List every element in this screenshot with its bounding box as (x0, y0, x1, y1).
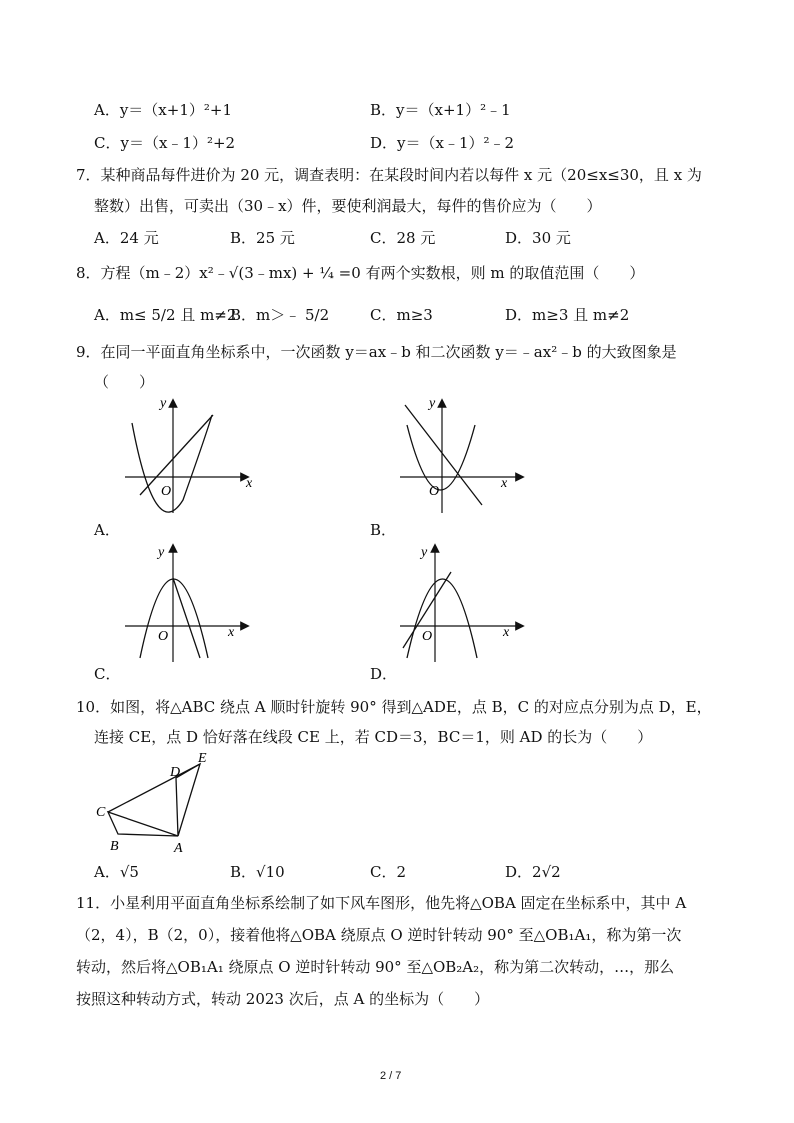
q7-option-c: C．28 元 (370, 229, 436, 247)
x-label: x (501, 476, 508, 491)
y-label: y (421, 545, 428, 560)
q7-stem-line1: 7．某种商品每件进价为 20 元，调查表明：在某段时间内若以每件 x 元（20≤x≤30，且 x 为 (76, 166, 702, 184)
point-a-label: A (174, 841, 183, 856)
q6-option-c: C．y＝（x﹣1）²+2 (94, 134, 236, 152)
y-label: y (160, 396, 167, 411)
q6-option-b: B．y＝（x+1）²﹣1 (370, 101, 511, 119)
line (140, 415, 213, 495)
q10-option-d: D．2√2 (505, 863, 561, 881)
y-label: y (429, 396, 436, 411)
q8-stem: 8．方程（m﹣2）x²﹣√(3﹣mx) + ¼ =0 有两个实数根，则 m 的取值范围（ ） (76, 264, 645, 282)
q7-option-d: D．30 元 (505, 229, 571, 247)
q9-graph-a (110, 395, 260, 515)
origin-label: O (158, 629, 169, 644)
q6-option-d: D．y＝（x﹣1）²﹣2 (370, 134, 515, 152)
origin-label: O (429, 484, 440, 499)
x-label: x (246, 476, 253, 491)
origin-label: O (161, 484, 172, 499)
q9-graph-b (385, 395, 535, 515)
q7-option-a: A．24 元 (94, 229, 159, 247)
q6-option-a: A．y＝（x+1）²+1 (94, 101, 233, 119)
q9-graph-d (385, 540, 535, 665)
q8-option-c: C．m≥3 (370, 306, 433, 324)
point-b-label: B (110, 839, 119, 854)
x-label: x (228, 625, 235, 640)
q11-stem-line4: 按照这种转动方式，转动 2023 次后，点 A 的坐标为（ ） (76, 990, 490, 1008)
page-number: 2 / 7 (380, 1070, 402, 1082)
q9-option-d: D． (370, 665, 398, 683)
q11-stem-line1: 11．小星利用平面直角坐标系绘制了如下风车图形，他先将△OBA 固定在坐标系中，其中 A (76, 894, 687, 912)
q8-option-a: A．m≤ 5/2 且 m≠2 (94, 306, 237, 324)
q9-option-c: C． (94, 665, 121, 683)
triangle-abc (108, 812, 178, 836)
x-label: x (503, 625, 510, 640)
parabola (140, 579, 208, 658)
q9-option-a: A． (94, 521, 120, 539)
parabola (407, 425, 475, 490)
q10-option-a: A．√5 (94, 863, 139, 881)
point-d-label: D (170, 765, 181, 780)
q10-stem-line1: 10．如图，将△ABC 绕点 A 顺时针旋转 90° 得到△ADE，点 B，C 的对应点分别为点 D，E， (76, 698, 712, 716)
q8-option-b: B．m＞﹣ 5/2 (230, 306, 330, 324)
parabola (407, 579, 477, 658)
q9-graph-c (110, 540, 260, 665)
origin-label: O (422, 629, 433, 644)
q7-stem-line2: 整数）出售，可卖出（30﹣x）件，要使利润最大，每件的售价应为（ ） (94, 197, 602, 215)
q11-stem-line3: 转动，然后将△OB₁A₁ 绕原点 O 逆时针转动 90° 至△OB₂A₂，称为第二次转动，…，那么 (76, 958, 675, 976)
point-c-label: C (96, 805, 106, 820)
q10-option-b: B．√10 (230, 863, 285, 881)
y-label: y (158, 545, 165, 560)
q9-stem-line2: （ ） (94, 373, 155, 391)
q9-stem-line1: 9．在同一平面直角坐标系中，一次函数 y＝ax﹣b 和二次函数 y＝﹣ax²﹣b 的大致图象是 (76, 343, 677, 361)
q7-option-b: B．25 元 (230, 229, 295, 247)
q10-stem-line2: 连接 CE，点 D 恰好落在线段 CE 上，若 CD＝3，BC＝1，则 AD 的长为（ ） (94, 728, 653, 746)
q10-option-c: C．2 (370, 863, 407, 881)
q10-figure (90, 748, 220, 856)
q11-stem-line2: （2，4），B（2，0），接着他将△OBA 绕原点 O 逆时针转动 90° 至△OB₁A₁，称为第一次 (76, 926, 682, 944)
point-e-label: E (198, 751, 207, 766)
q9-option-b: B． (370, 521, 397, 539)
q8-option-d: D．m≥3 且 m≠2 (505, 306, 630, 324)
segment-ce (108, 764, 200, 812)
